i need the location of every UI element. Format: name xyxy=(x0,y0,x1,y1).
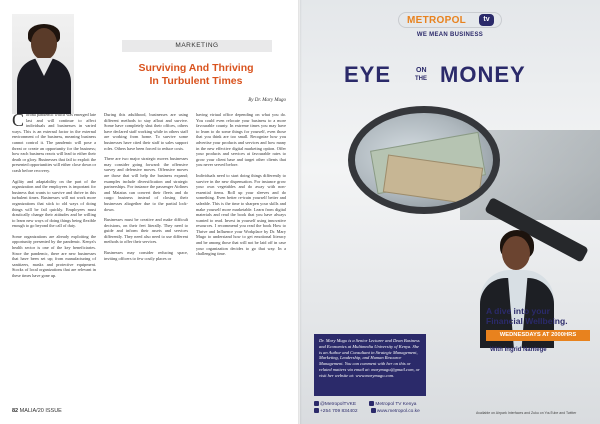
paragraph: During this adulthood, businesses are using different methods to stay afloat and survive. Some have completely shut their offices, others have declared staff working while in others staff are working from home. To survive some businesses have cited their staff to sales support roles. Others have been forced to reduce costs. xyxy=(104,112,188,151)
promo-line-2: Financial Wellbeing. xyxy=(486,316,568,326)
paragraph: Agility and adaptability on the part of the organization and the employees is important for business that wants to survive and thrive in this turbulent times. Businesses will not work more organizations that stick to old ways of doing things will be fail quickly. Employees must drastically change their attitudes and be willing to learn new ways of doing things being flexible enough to go beyond the call of duty. xyxy=(12,178,96,229)
facebook-icon xyxy=(369,401,374,406)
tagline: WE MEAN BUSINESS xyxy=(416,32,484,38)
article-column-3 xyxy=(196,112,286,262)
author-bio-box: Dr. Mary Mugo is a Senior Lecturer and Dean Business and Economics at Multimedia University of Kenya. She is an Author and Consultant in Strategic Management, Marketing, Leadership, and Human Resource Management. You can comment with her on this or related matters via email at: marymugo@gmail.com, or visit her website at: www.marymugo.com. xyxy=(314,334,426,396)
contact-info xyxy=(314,401,432,415)
schedule-badge: WEDNESDAYS AT 2000HRS xyxy=(486,330,590,341)
paragraph: There are two major strategic moves businesses may consider going forward: the offensive survey and defensive moves. Offensive moves are those that will help the business expand; examples include diversification and strategic partnerships. For instance the passenger Airlines and Matatus can convert their fleets and do cargo business instead of closing their businesses altogether due to the partial lock-down. xyxy=(104,156,188,212)
headline-line-2: In Turbulent Times xyxy=(149,75,243,87)
twitter-handle: @MetropolTVKE xyxy=(320,401,357,407)
paragraph: Individuals need to start doing things differently to survive in the new dispensation. For instance grow your own vegetables and do away with non-essential items. Roll up your sleeves and do something. Even better re-train yourself better and saleable. This is the time to sharpen your skills and make yourself more marketable. Learn from digital materials and read the book that you have always wanted to read. Invest in yourself using innovative resources. I recommend you read the book How to Thrive and Influence your Workplace by Dr. Mary Mugo to understand how to get emotional literacy and be among those that will not be laid off in case your organization decides to go that way. In a challenging time. xyxy=(196,172,286,257)
availability-note: Available on Airpark Interfaces and Zuku on YouTube and Twitter xyxy=(476,411,577,415)
issue-label: MALIA/20 ISSUE xyxy=(19,408,62,414)
twitter-icon xyxy=(314,401,319,406)
byline: By Dr. Mary Mugo xyxy=(248,98,286,103)
article-column-1 xyxy=(12,112,96,284)
right-page-advert xyxy=(300,0,600,424)
phone-number: +254 709 834402 xyxy=(320,408,358,414)
magnifying-glass-icon xyxy=(348,106,500,214)
website: www.metropol.co.ke xyxy=(376,408,420,414)
host-name: With Ingrid Nantege xyxy=(490,347,547,353)
author-photo xyxy=(12,14,74,114)
article-column-2 xyxy=(104,112,188,266)
promo-line-1: A dive into your xyxy=(486,306,550,316)
dropcap: C xyxy=(12,110,25,130)
show-title-on: ON xyxy=(416,67,427,74)
paragraph: Businesses may consider reducing space, inviting officers to few costly places or xyxy=(104,250,188,261)
paragraph: Some organizations are already exploiting the opportunity presented by the pandemic. Kenya's health sector is one of the key beneficiaries. Since the pandemic, there are new businesses that have been set up; from manufacturing of sanitizers, masks and protective equipment. Stocks of local organizations that are relevant in these times have gone up. xyxy=(12,233,96,279)
page-footer xyxy=(12,408,62,414)
phone-icon xyxy=(314,408,319,413)
section-label: MARKETING xyxy=(122,40,272,52)
paragraph: Businesses must be creative and make difficult decisions, on their feet literally. They need to guide and inform their assets and services differently. They need also need to use different methods to offer their services. xyxy=(104,217,188,245)
show-title-money: MONEY xyxy=(440,62,526,87)
article-headline xyxy=(96,62,296,88)
page-number: 82 xyxy=(12,408,19,414)
promo-text xyxy=(486,306,596,326)
metropol-logo xyxy=(398,12,502,28)
logo-text: METROPOL xyxy=(407,15,467,26)
headline-line-1: Surviving And Thriving xyxy=(138,62,254,74)
show-title-the: THE xyxy=(415,76,427,82)
facebook-page: Metropol TV Kenya xyxy=(375,401,417,407)
web-icon xyxy=(371,408,376,413)
paragraph: orona pandemic which was emerged late last and will continue to affect individuals and businesses in varied ways. This is an external factor in the external environment of the business, meaning business cannot control it. The pandemic will pose a threat or create an opportunity for the business; how each business reacts will lead to either their death or glory. Businesses that fail to exploit the presented opportunities will either close down or crash before recovery. xyxy=(12,112,97,173)
tv-badge: tv xyxy=(479,14,494,26)
spine-shadow xyxy=(298,0,302,424)
show-title-eye: EYE xyxy=(344,62,392,87)
paragraph: having virtual office depending on what you do. You could even relocate your business to a more favourable county. In extreme times you may have to learn to do some things for yourself, even those that you think are too small. Recognize how you advertise your products and services and how many in the new effective digital marketing option. Offer your products and services at favourable rates to grow your client base and target other clients that you never served before. xyxy=(196,112,286,168)
